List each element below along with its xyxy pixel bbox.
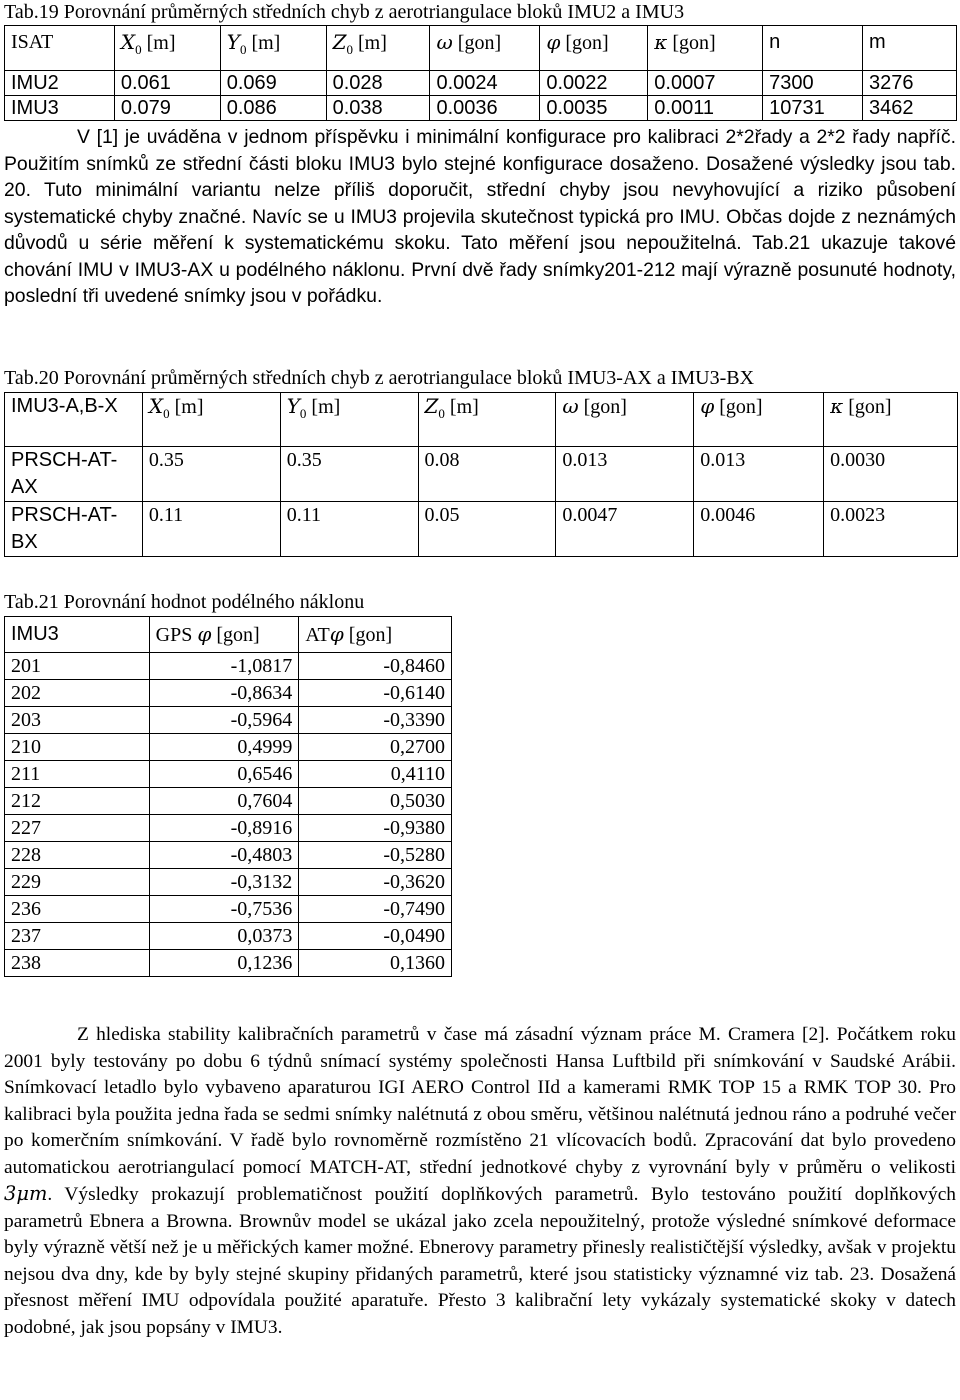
table-cell: -0,5280: [299, 842, 452, 869]
table-cell: 0,0373: [149, 923, 299, 950]
table-cell: 0.028: [326, 71, 430, 96]
tab19-header-kappa: κ [gon]: [648, 26, 763, 71]
table-cell: -0,3132: [149, 869, 299, 896]
table-cell: 0.0024: [430, 71, 540, 96]
table-cell: 0.038: [326, 96, 430, 121]
table-cell: 0.061: [114, 71, 220, 96]
table-cell: 0,4999: [149, 734, 299, 761]
paragraph-2-text-a: Z hlediska stability kalibračních parametrů v čase má zásadní význam práce M. Cramera [2]. Počátkem roku 2001 byly testovány po dobu 6 týdnů snímací systémy společnosti Hansa Luftbild při snímkování v Saudské Arábii. Snímkovací letadlo bylo vybaveno aparaturou IGI AERO Control IId a kamerami RMK TOP 15 a RMK TOP 30. Pro kalibraci byla použita jedna řada se sedmi snímky nalétnutá z obou směru, většinou nalétnutá jednou ráno a podruhé večer po komerčním snímkování. V řadě bylo rovnoměrně rozmístěno 21 vlícovacích bodů. Zpracování dat bylo provedeno automatickou aerotriangulací pomocí MATCH-AT, střední jednotkové chyby z vyrovnání byly v průměru o velikosti: [4, 1024, 956, 1178]
table-cell: 238: [5, 950, 150, 977]
table-cell: 3276: [863, 71, 957, 96]
table-cell: -0,3620: [299, 869, 452, 896]
table-cell: -0,8460: [299, 653, 452, 680]
tab20-header-row: [5, 393, 958, 447]
table-cell: -0,7536: [149, 896, 299, 923]
tab20-header-x0: $X_0$ [m]: [142, 393, 280, 447]
table-cell: 0.0036: [430, 96, 540, 121]
table-cell: 0.013: [556, 447, 694, 502]
paragraph-2-text-b: . Výsledky prokazují problematičnost použití doplňkových parametrů. Bylo testováno použití doplňkových parametrů Ebnera a Browna. Brownův model se ukázal jako zcela nepoužitelný, protože výsledné snímkové deformace byly výrazně větší než je u měřických kamer možné. Ebnerovy parametry přinesly realističtější výsledky, avšak v projektu nejsou dva dny, kde by byly stejné skupiny přidaných parametrů, které jsou statisticky významné viz tab. 23. Dosažená přesnost měření IMU odpovídala použité aparatuře. Přesto 3 kalibrační lety vykázaly systematické skoky v datech podobné, jak jsou popsány v IMU3.: [4, 1184, 956, 1338]
tab21-table: [4, 616, 452, 977]
table-row: [5, 896, 452, 923]
table-row: [5, 869, 452, 896]
tab20-header-z0: $Z_0$ [m]: [418, 393, 556, 447]
table-cell: -0,7490: [299, 896, 452, 923]
tab19-table: [4, 25, 957, 121]
table-row: [5, 96, 957, 121]
table-cell: -0,6140: [299, 680, 452, 707]
tab19-header-n: n: [763, 26, 863, 71]
table-cell: IMU2: [5, 71, 115, 96]
table-cell: 0.0022: [540, 71, 648, 96]
table-row: [5, 923, 452, 950]
table-cell: 227: [5, 815, 150, 842]
table-cell: -0,8634: [149, 680, 299, 707]
table-cell: -0,8916: [149, 815, 299, 842]
table-row: [5, 734, 452, 761]
table-cell: 0.013: [694, 447, 824, 502]
table-cell: 0,6546: [149, 761, 299, 788]
table-row: [5, 815, 452, 842]
table-cell: 0.086: [220, 96, 326, 121]
table-cell: 0,1236: [149, 950, 299, 977]
tab19-header-phi: φ [gon]: [540, 26, 648, 71]
table-row: [5, 707, 452, 734]
tab20-header-label: IMU3-A,B-X: [5, 393, 143, 447]
table-cell: -1,0817: [149, 653, 299, 680]
tab20-header-y0: $Y_0$ [m]: [280, 393, 418, 447]
tab20-header-phi: φ [gon]: [694, 393, 824, 447]
table-cell: -0,4803: [149, 842, 299, 869]
table-cell: 0.0007: [648, 71, 763, 96]
paragraph-2: [4, 1022, 956, 1341]
table-row: [5, 653, 452, 680]
tab21-body: [5, 653, 452, 977]
table-cell: 0,2700: [299, 734, 452, 761]
table-row: [5, 502, 958, 557]
table-cell: 0.0011: [648, 96, 763, 121]
table-cell: -0,9380: [299, 815, 452, 842]
table-cell: 0.05: [418, 502, 556, 557]
tab20-header-omega: ω [gon]: [556, 393, 694, 447]
table-cell: 0.0030: [824, 447, 958, 502]
tab21-caption: Tab.21 Porovnání hodnot podélného náklonu: [4, 591, 365, 613]
table-cell: 0.35: [280, 447, 418, 502]
table-cell: PRSCH-AT-BX: [5, 502, 143, 557]
table-row: [5, 71, 957, 96]
tab21-header-row: [5, 617, 452, 653]
table-cell: 212: [5, 788, 150, 815]
table-cell: 0.079: [114, 96, 220, 121]
formula-3um: 3μm: [4, 1182, 48, 1205]
table-cell: 3462: [863, 96, 957, 121]
tab20-caption: Tab.20 Porovnání průměrných středních chyb z aerotriangulace bloků IMU3-AX a IMU3-BX: [4, 367, 755, 389]
tab19-caption: Tab.19 Porovnání průměrných středních chyb z aerotriangulace bloků IMU2 a IMU3: [4, 1, 685, 23]
table-cell: PRSCH-AT-AX: [5, 447, 143, 502]
table-cell: 0,4110: [299, 761, 452, 788]
table-cell: 0,7604: [149, 788, 299, 815]
table-cell: 0.0046: [694, 502, 824, 557]
table-cell: 0.11: [142, 502, 280, 557]
table-cell: -0,0490: [299, 923, 452, 950]
table-row: [5, 447, 958, 502]
table-cell: 211: [5, 761, 150, 788]
table-cell: 228: [5, 842, 150, 869]
paragraph-1: [4, 124, 956, 310]
table-cell: 0.11: [280, 502, 418, 557]
table-cell: 0.08: [418, 447, 556, 502]
tab21-header-at: ATφ [gon]: [299, 617, 452, 653]
tab19-header-m: m: [863, 26, 957, 71]
table-cell: 203: [5, 707, 150, 734]
tab19-header-z0: $Z_0$ [m]: [326, 26, 430, 71]
table-cell: 210: [5, 734, 150, 761]
table-cell: 201: [5, 653, 150, 680]
table-cell: 202: [5, 680, 150, 707]
table-cell: 0.0047: [556, 502, 694, 557]
paragraph-1-text: V [1] je uváděna v jednom příspěvku i minimální konfigurace pro kalibraci 2*2řady a 2*2 řady napříč. Použitím snímků ze střední části bloku IMU3 bylo stejné konfigurace dosaženo. Dosažené výsledky jsou tab. 20. Tuto minimální variantu nelze příliš doporučit, střední chyby jsou nevyhovující a riziko působení systematické chyby značné. Navíc se u IMU3 projevila skutečnost typická pro IMU. Občas dojde z neznámých důvodů u série měření k systematickému skoku. Tato měření jsou nepoužitelná. Tab.21 ukazuje takové chování IMU v IMU3-AX u podélného náklonu. První dvě řady snímky201-212 mají výrazně posunuté hodnoty, poslední tři uvedené snímky jsou v pořádku.: [4, 126, 956, 307]
table-cell: -0,3390: [299, 707, 452, 734]
table-cell: 0,5030: [299, 788, 452, 815]
table-cell: 229: [5, 869, 150, 896]
table-cell: 237: [5, 923, 150, 950]
table-cell: 0.0023: [824, 502, 958, 557]
table-cell: 0.35: [142, 447, 280, 502]
table-cell: 10731: [763, 96, 863, 121]
tab20-header-kappa: κ [gon]: [824, 393, 958, 447]
tab20-table: [4, 392, 958, 557]
table-cell: 0,1360: [299, 950, 452, 977]
tab19-header-omega: ω [gon]: [430, 26, 540, 71]
table-cell: -0,5964: [149, 707, 299, 734]
tab21-header-imu3: IMU3: [5, 617, 150, 653]
table-cell: 7300: [763, 71, 863, 96]
tab19-header-row: [5, 26, 957, 71]
table-row: [5, 950, 452, 977]
table-row: [5, 680, 452, 707]
tab21-header-gps: GPS φ [gon]: [149, 617, 299, 653]
table-cell: 236: [5, 896, 150, 923]
tab19-header-isat: ISAT: [5, 26, 115, 71]
table-row: [5, 842, 452, 869]
tab19-header-y0: $Y_0$ [m]: [220, 26, 326, 71]
table-cell: 0.0035: [540, 96, 648, 121]
table-row: [5, 761, 452, 788]
table-cell: IMU3: [5, 96, 115, 121]
table-row: [5, 788, 452, 815]
table-cell: 0.069: [220, 71, 326, 96]
tab19-header-x0: $X_0$ [m]: [114, 26, 220, 71]
